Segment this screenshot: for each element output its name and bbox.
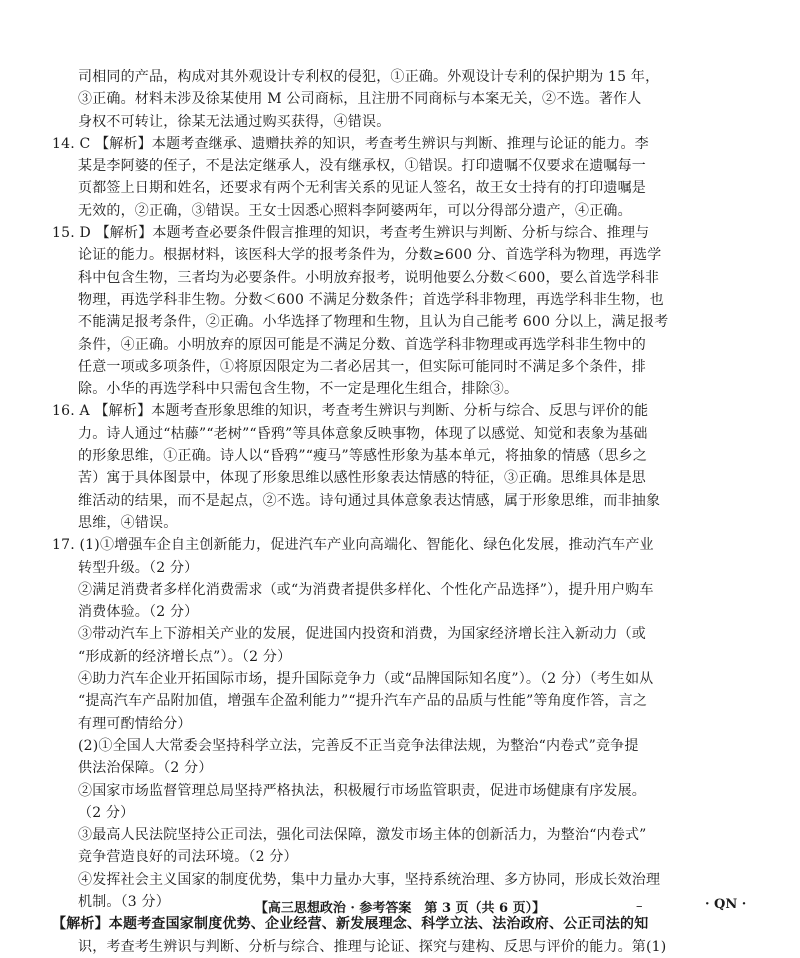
text-line: 苦）寓于具体图景中，体现了形象思维以感性形象表达情感的特征，③正确。思维具体是思	[78, 470, 646, 487]
text-line: “提高汽车产品附加值，增强车企盈利能力”“提升汽车产品的品质与性能”等角度作答，言之	[78, 693, 648, 710]
question-17-header: 17. (1)①增强车企自主创新能力，促进汽车产业向高端化、智能化、绿色化发展，推动汽车产业	[52, 537, 654, 554]
text-line: ④发挥社会主义国家的制度优势，集中力量办大事，坚持系统治理、多方协同，形成长效治理	[78, 871, 661, 888]
text-line: 的形象思维，①正确。诗人以“昏鸦”“瘦马”等感性形象为基本单元，将抽象的情感（思乡之	[78, 448, 648, 465]
text-line: ④助力汽车企业开拓国际市场，提升国际竞争力（或“品牌国际知名度”）。（2 分）（考生如从	[78, 671, 654, 688]
text-line: （2 分）	[78, 804, 135, 821]
text-line: 消费体验。（2 分）	[78, 604, 199, 621]
footer-dash: –	[636, 899, 643, 914]
text-line: 司相同的产品，构成对其外观设计专利权的侵犯，①正确。外观设计专利的保护期为 15 年，	[78, 69, 660, 85]
analysis-header: 【解析】本题考查国家制度优势、企业经营、新发展理念、科学立法、法治政府、公正司法的知	[52, 916, 649, 933]
question-15-header: 15. D 【解析】本题考查必要条件假言推理的知识，考查考生辨识与判断、分析与综合、推理与	[52, 225, 650, 242]
text-line: 页都签上日期和姓名，还要求有两个无利害关系的见证人签名，故王女士持有的打印遗嘱是	[78, 180, 646, 197]
answer-body	[52, 66, 730, 958]
text-line: 除。小华的再选学科中只需包含生物，不一定是理化生组合，排除③。	[78, 381, 519, 398]
text-line: (2)①全国人大常委会坚持科学立法，完善反不正当竞争法律法规，为整治“内卷式”竞争提	[78, 737, 639, 754]
text-line: ②满足消费者多样化消费需求（或“为消费者提供多样化、个性化产品选择”），提升用户购车	[78, 581, 654, 598]
text-line: ③带动汽车上下游相关产业的发展，促进国内投资和消费，为国家经济增长注入新动力（或	[78, 626, 646, 643]
text-line: 维活动的结果，而不是起点，②不选。诗句通过具体意象表达情感，属于形象思维，而非抽象	[78, 492, 661, 509]
text-line: 无效的，②正确，③错误。王女士因悉心照料李阿婆两年，可以分得部分遗产，④正确。	[78, 202, 632, 219]
text-line: 有理可酌情给分）	[78, 715, 192, 732]
text-line: 任意一项或多项条件，①将原因限定为二者必居其一，但实际可能同时不满足多个条件，排	[78, 358, 646, 375]
text-line: 竞争营造良好的司法环境。（2 分）	[78, 849, 298, 866]
footer-title: 【高三思想政治 · 参考答案 第 3 页（共 6 页）】	[254, 901, 546, 916]
text-line: 某是李阿婆的侄子，不是法定继承人，没有继承权，①错误。打印遗嘱不仅要求在遗嘱每一	[78, 158, 646, 175]
text-line: 条件，④正确。小明放弃的原因可能是不满足分数、首选学科非物理或再选学科非生物中的	[78, 336, 646, 353]
text-line: 身权不可转让，徐某无法通过购买获得，④错误。	[78, 113, 391, 130]
text-line: 思维，④错误。	[78, 514, 178, 531]
text-line: 供法治保障。（2 分）	[78, 760, 213, 777]
text-line: 物理，再选学科非生物。分数＜600 不满足分数条件；首选学科非物理，再选学科非生物，也	[78, 291, 664, 308]
text-line: 科中包含生物，三者均为必要条件。小明放弃报考，说明他要么分数＜600，要么首选学科非	[78, 269, 660, 286]
text-line: 识，考查考生辨识与判断、分析与综合、推理与论证、探究与建构、反思与评价的能力。第(1)	[78, 938, 667, 955]
text-line: ③最高人民法院坚持公正司法，强化司法保障，激发市场主体的创新活力，为整治“内卷式”	[78, 827, 647, 844]
text-line: 转型升级。（2 分）	[78, 559, 199, 576]
text-line: “形成新的经济增长点”）。（2 分）	[78, 648, 292, 665]
footer-mark: · QN ·	[705, 897, 747, 912]
text-line: 机制。（3 分）	[78, 893, 170, 910]
text-line: 论证的能力。根据材料，该医科大学的报考条件为，分数≥600 分、首选学科为物理，再选学	[78, 247, 662, 264]
question-14-header: 14. C 【解析】本题考查继承、遗赠扶养的知识，考查考生辨识与判断、推理与论证的能力。李	[52, 135, 649, 152]
page-footer	[0, 897, 800, 916]
text-line: 不能满足报考条件，②正确。小华选择了物理和生物，且认为自己能考 600 分以上，满足报考	[78, 314, 669, 331]
question-16-header: 16. A 【解析】本题考查形象思维的知识，考查考生辨识与判断、分析与综合、反思与评价的能	[52, 403, 649, 420]
text-line: 力。诗人通过“枯藤”“老树”“昏鸦”等具体意象反映事物，体现了以感觉、知觉和表象为基础	[78, 425, 648, 442]
text-line: ②国家市场监督管理总局坚持严格执法，积极履行市场监管职责，促进市场健康有序发展。	[78, 782, 646, 799]
text-line: ③正确。材料未涉及徐某使用 M 公司商标，且注册不同商标与本案无关，②不选。著作人	[78, 91, 642, 108]
